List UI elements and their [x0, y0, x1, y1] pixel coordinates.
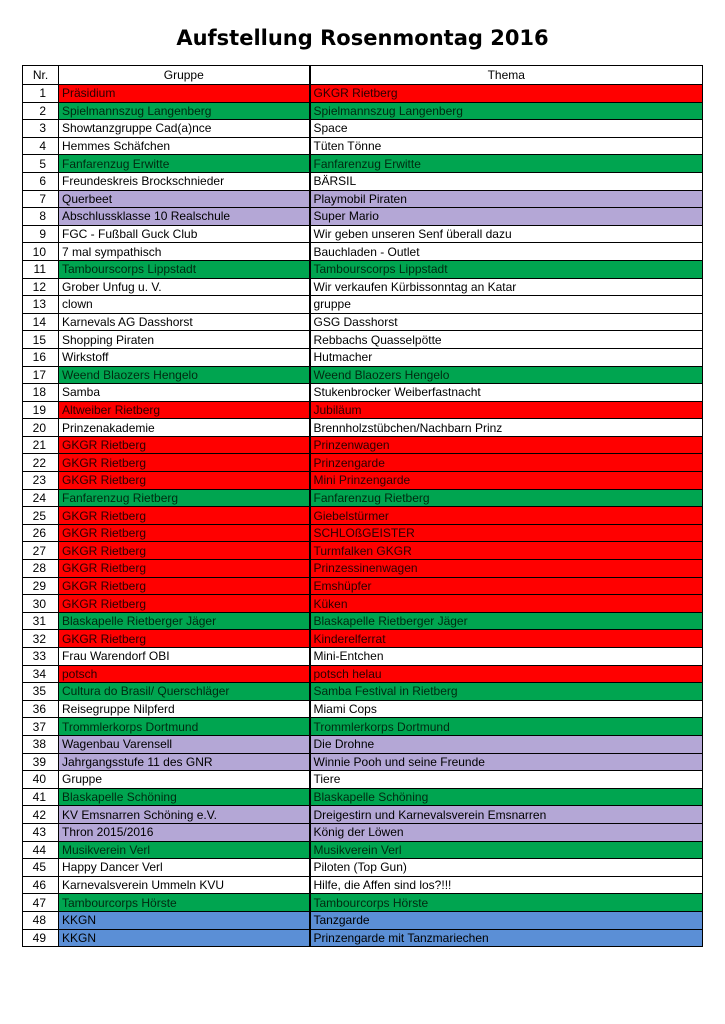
table-row	[23, 243, 703, 261]
table-row	[23, 577, 703, 595]
row-thema: Dreigestirn und Karnevalsverein Emsnarren	[310, 806, 703, 824]
row-gruppe: GKGR Rietberg	[59, 630, 310, 648]
row-thema: Rebbachs Quasselpötte	[310, 331, 703, 349]
row-gruppe: Spielmannszug Langenberg	[59, 102, 310, 120]
row-thema: Mini Prinzengarde	[310, 472, 703, 490]
row-thema: Tüten Tönne	[310, 137, 703, 155]
row-thema: König der Löwen	[310, 823, 703, 841]
row-number: 45	[23, 859, 59, 877]
row-thema: BÄRSIL	[310, 172, 703, 190]
row-thema: Tambourscorps Lippstadt	[310, 260, 703, 278]
table-row	[23, 560, 703, 578]
row-gruppe: GKGR Rietberg	[59, 436, 310, 454]
row-number: 36	[23, 700, 59, 718]
row-thema: Prinzenwagen	[310, 436, 703, 454]
table-row	[23, 823, 703, 841]
row-thema: Stukenbrocker Weiberfastnacht	[310, 384, 703, 402]
row-thema: Fanfarenzug Erwitte	[310, 155, 703, 173]
row-thema: Prinzengarde	[310, 454, 703, 472]
row-gruppe: KKGN	[59, 911, 310, 929]
row-number: 17	[23, 366, 59, 384]
table-row	[23, 665, 703, 683]
table-row	[23, 612, 703, 630]
table-row	[23, 648, 703, 666]
row-thema: Emshüpfer	[310, 577, 703, 595]
row-gruppe: Musikverein Verl	[59, 841, 310, 859]
row-thema: Tanzgarde	[310, 911, 703, 929]
row-gruppe: Karnevals AG Dasshorst	[59, 313, 310, 331]
table-row	[23, 260, 703, 278]
header-thema: Thema	[310, 66, 703, 85]
row-number: 7	[23, 190, 59, 208]
row-gruppe: Happy Dancer Verl	[59, 859, 310, 877]
row-gruppe: FGC - Fußball Guck Club	[59, 225, 310, 243]
row-thema: Bauchladen - Outlet	[310, 243, 703, 261]
row-number: 6	[23, 172, 59, 190]
row-gruppe: GKGR Rietberg	[59, 595, 310, 613]
row-number: 2	[23, 102, 59, 120]
table-row	[23, 771, 703, 789]
row-thema: GSG Dasshorst	[310, 313, 703, 331]
table-row	[23, 630, 703, 648]
row-gruppe: GKGR Rietberg	[59, 577, 310, 595]
row-number: 13	[23, 296, 59, 314]
row-thema: gruppe	[310, 296, 703, 314]
row-gruppe: Altweiber Rietberg	[59, 401, 310, 419]
table-row	[23, 102, 703, 120]
row-number: 18	[23, 384, 59, 402]
table-row	[23, 859, 703, 877]
row-thema: Winnie Pooh und seine Freunde	[310, 753, 703, 771]
row-gruppe: Abschlussklasse 10 Realschule	[59, 208, 310, 226]
table-row	[23, 366, 703, 384]
row-thema: Hutmacher	[310, 348, 703, 366]
row-thema: potsch helau	[310, 665, 703, 683]
row-number: 8	[23, 208, 59, 226]
row-gruppe: Freundeskreis Brockschnieder	[59, 172, 310, 190]
row-number: 41	[23, 788, 59, 806]
row-thema: Tambourcorps Hörste	[310, 894, 703, 912]
table-row	[23, 929, 703, 947]
table-row	[23, 806, 703, 824]
row-number: 39	[23, 753, 59, 771]
row-gruppe: Wagenbau Varensell	[59, 735, 310, 753]
table-row	[23, 331, 703, 349]
table-row	[23, 735, 703, 753]
row-thema: Prinzessinenwagen	[310, 560, 703, 578]
table-row	[23, 419, 703, 437]
table-row	[23, 507, 703, 525]
row-thema: Jubiläum	[310, 401, 703, 419]
row-number: 23	[23, 472, 59, 490]
row-number: 4	[23, 137, 59, 155]
table-row	[23, 489, 703, 507]
row-number: 42	[23, 806, 59, 824]
row-thema: Giebelstürmer	[310, 507, 703, 525]
row-gruppe: Weend Blaozers Hengelo	[59, 366, 310, 384]
row-gruppe: GKGR Rietberg	[59, 560, 310, 578]
row-number: 30	[23, 595, 59, 613]
row-gruppe: Fanfarenzug Erwitte	[59, 155, 310, 173]
row-number: 15	[23, 331, 59, 349]
row-number: 43	[23, 823, 59, 841]
row-number: 32	[23, 630, 59, 648]
table-row	[23, 296, 703, 314]
table-row	[23, 524, 703, 542]
table-row	[23, 718, 703, 736]
row-number: 28	[23, 560, 59, 578]
table-row	[23, 894, 703, 912]
table-row	[23, 155, 703, 173]
row-number: 14	[23, 313, 59, 331]
row-thema: Wir geben unseren Senf überall dazu	[310, 225, 703, 243]
row-thema: Samba Festival in Rietberg	[310, 683, 703, 701]
table-row	[23, 700, 703, 718]
row-number: 11	[23, 260, 59, 278]
row-number: 5	[23, 155, 59, 173]
row-gruppe: GKGR Rietberg	[59, 454, 310, 472]
row-number: 1	[23, 85, 59, 103]
row-thema: Super Mario	[310, 208, 703, 226]
row-thema: Kinderelferrat	[310, 630, 703, 648]
table-row	[23, 384, 703, 402]
row-number: 19	[23, 401, 59, 419]
row-gruppe: Gruppe	[59, 771, 310, 789]
row-gruppe: KKGN	[59, 929, 310, 947]
row-gruppe: Wirkstoff	[59, 348, 310, 366]
table-row	[23, 841, 703, 859]
row-gruppe: Präsidium	[59, 85, 310, 103]
row-thema: Tiere	[310, 771, 703, 789]
table-row	[23, 85, 703, 103]
row-gruppe: GKGR Rietberg	[59, 542, 310, 560]
row-thema: Musikverein Verl	[310, 841, 703, 859]
table-row	[23, 911, 703, 929]
row-number: 31	[23, 612, 59, 630]
row-number: 38	[23, 735, 59, 753]
row-gruppe: potsch	[59, 665, 310, 683]
table-body	[23, 85, 703, 947]
table-row	[23, 454, 703, 472]
row-number: 9	[23, 225, 59, 243]
table-row	[23, 683, 703, 701]
table-row	[23, 190, 703, 208]
row-number: 22	[23, 454, 59, 472]
row-number: 26	[23, 524, 59, 542]
table-row	[23, 788, 703, 806]
row-thema: Wir verkaufen Kürbissonntag an Katar	[310, 278, 703, 296]
page-title: Aufstellung Rosenmontag 2016	[176, 26, 549, 50]
table-row	[23, 225, 703, 243]
row-thema: Turmfalken GKGR	[310, 542, 703, 560]
row-gruppe: clown	[59, 296, 310, 314]
row-number: 25	[23, 507, 59, 525]
row-gruppe: Jahrgangsstufe 11 des GNR	[59, 753, 310, 771]
table-row	[23, 120, 703, 138]
row-gruppe: 7 mal sympathisch	[59, 243, 310, 261]
row-gruppe: KV Emsnarren Schöning e.V.	[59, 806, 310, 824]
row-thema: Fanfarenzug Rietberg	[310, 489, 703, 507]
row-gruppe: Tambourscorps Lippstadt	[59, 260, 310, 278]
row-number: 21	[23, 436, 59, 454]
row-thema: Blaskapelle Schöning	[310, 788, 703, 806]
row-thema: Weend Blaozers Hengelo	[310, 366, 703, 384]
row-gruppe: Samba	[59, 384, 310, 402]
row-gruppe: Prinzenakademie	[59, 419, 310, 437]
row-thema: Space	[310, 120, 703, 138]
table-row	[23, 348, 703, 366]
row-thema: Die Drohne	[310, 735, 703, 753]
row-number: 35	[23, 683, 59, 701]
table-row	[23, 208, 703, 226]
table-row	[23, 472, 703, 490]
row-thema: Trommlerkorps Dortmund	[310, 718, 703, 736]
table-row	[23, 278, 703, 296]
row-number: 34	[23, 665, 59, 683]
row-gruppe: Thron 2015/2016	[59, 823, 310, 841]
lineup-table	[22, 65, 703, 947]
row-thema: GKGR Rietberg	[310, 85, 703, 103]
row-gruppe: Frau Warendorf OBI	[59, 648, 310, 666]
row-gruppe: Showtanzgruppe Cad(a)nce	[59, 120, 310, 138]
row-gruppe: Shopping Piraten	[59, 331, 310, 349]
row-gruppe: Tambourcorps Hörste	[59, 894, 310, 912]
row-number: 37	[23, 718, 59, 736]
row-gruppe: GKGR Rietberg	[59, 507, 310, 525]
table-row	[23, 172, 703, 190]
row-number: 33	[23, 648, 59, 666]
table-row	[23, 542, 703, 560]
table-header-row	[23, 66, 703, 85]
row-gruppe: Blaskapelle Rietberger Jäger	[59, 612, 310, 630]
row-thema: SCHLOßGEISTER	[310, 524, 703, 542]
row-number: 29	[23, 577, 59, 595]
row-number: 3	[23, 120, 59, 138]
row-number: 27	[23, 542, 59, 560]
row-gruppe: GKGR Rietberg	[59, 472, 310, 490]
row-thema: Playmobil Piraten	[310, 190, 703, 208]
row-number: 40	[23, 771, 59, 789]
row-gruppe: Fanfarenzug Rietberg	[59, 489, 310, 507]
row-number: 12	[23, 278, 59, 296]
row-thema: Piloten (Top Gun)	[310, 859, 703, 877]
table-row	[23, 595, 703, 613]
row-thema: Küken	[310, 595, 703, 613]
row-gruppe: Querbeet	[59, 190, 310, 208]
row-gruppe: Karnevalsverein Ummeln KVU	[59, 876, 310, 894]
table-row	[23, 436, 703, 454]
row-thema: Blaskapelle Rietberger Jäger	[310, 612, 703, 630]
row-thema: Brennholzstübchen/Nachbarn Prinz	[310, 419, 703, 437]
header-gruppe: Gruppe	[59, 66, 310, 85]
row-number: 48	[23, 911, 59, 929]
table-row	[23, 753, 703, 771]
row-thema: Miami Cops	[310, 700, 703, 718]
table-row	[23, 401, 703, 419]
table-row	[23, 313, 703, 331]
row-number: 10	[23, 243, 59, 261]
row-gruppe: Blaskapelle Schöning	[59, 788, 310, 806]
row-gruppe: GKGR Rietberg	[59, 524, 310, 542]
header-nr: Nr.	[23, 66, 59, 85]
row-gruppe: Grober Unfug u. V.	[59, 278, 310, 296]
row-number: 24	[23, 489, 59, 507]
row-number: 20	[23, 419, 59, 437]
row-number: 46	[23, 876, 59, 894]
table-row	[23, 137, 703, 155]
table-row	[23, 876, 703, 894]
row-gruppe: Cultura do Brasil/ Querschläger	[59, 683, 310, 701]
row-thema: Mini-Entchen	[310, 648, 703, 666]
row-gruppe: Hemmes Schäfchen	[59, 137, 310, 155]
row-gruppe: Trommlerkorps Dortmund	[59, 718, 310, 736]
row-number: 16	[23, 348, 59, 366]
row-number: 49	[23, 929, 59, 947]
row-thema: Spielmannszug Langenberg	[310, 102, 703, 120]
row-gruppe: Reisegruppe Nilpferd	[59, 700, 310, 718]
row-number: 47	[23, 894, 59, 912]
row-number: 44	[23, 841, 59, 859]
row-thema: Hilfe, die Affen sind los?!!!	[310, 876, 703, 894]
row-thema: Prinzengarde mit Tanzmariechen	[310, 929, 703, 947]
